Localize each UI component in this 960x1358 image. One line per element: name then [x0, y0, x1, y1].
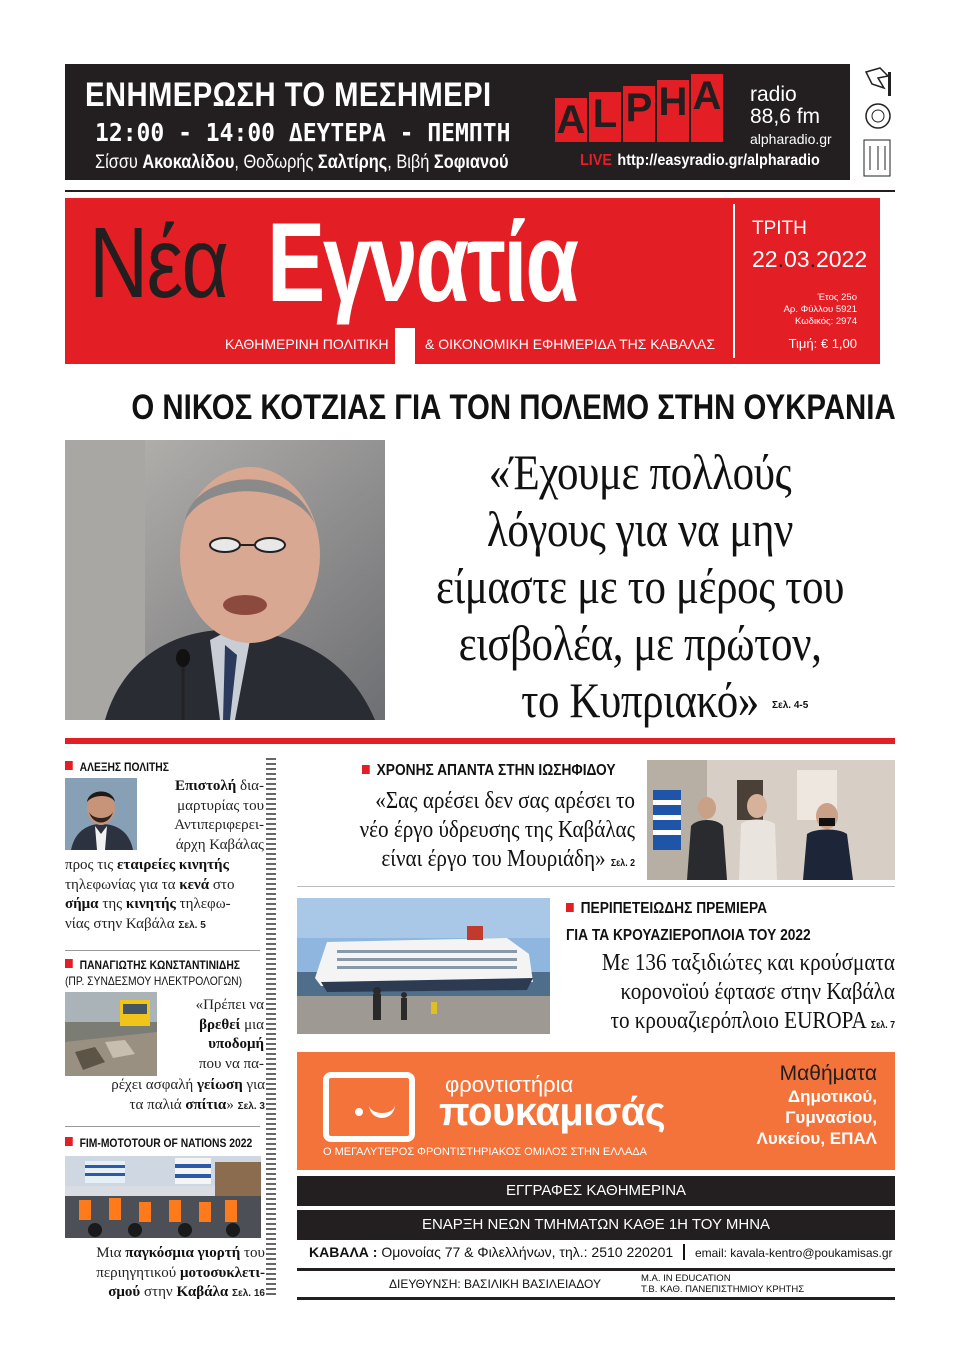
radio-website: alpharadio.gr [750, 131, 832, 147]
ad-info-rows [297, 1176, 895, 1240]
radio-frequency: 88,6 fm [750, 105, 821, 128]
masthead-divider [733, 204, 735, 358]
politis-text-bottom: προς τις εταιρείες κινητής τηλεφωνίας για τα κενά στο σήμα της κινητής τηλεφω- νίας στην Καβάλα Σελ. 5 [65, 857, 235, 932]
masthead [65, 198, 880, 364]
ad-courses: Μαθήματα Δημοτικού, Γυμνασίου, Λυκείου, ΕΠΑΛ [727, 1062, 877, 1149]
poukamisas-ad [297, 1052, 895, 1170]
ad-brand-tagline: Ο ΜΕΓΑΛΥΤΕΡΟΣ ΦΡΟΝΤΙΣΤΗΡΙΑΚΟΣ ΟΜΙΛΟΣ ΣΤΗΝ ΕΛΛΑΔΑ [323, 1146, 647, 1158]
left-item-konstantinidis: ΠΑΝΑΓΙΩΤΗΣ ΚΩΝΣΤΑΝΤΙΝΙΔΗΣ (ΠΡ. ΣΥΝΔΕΣΜΟΥ ΗΛΕΚΤΡΟΛΟΓΩΝ) [65, 958, 243, 988]
masthead-tagline-left: ΚΑΘΗΜΕΡΙΝΗ ΠΟΛΙΤΙΚΗ [225, 336, 389, 352]
lead-photo [65, 440, 385, 720]
masthead-title-bold: Εγνατία [267, 200, 577, 325]
ad-row-new-classes: ΕΝΑΡΞΗ ΝΕΩΝ ΤΜΗΜΑΤΩΝ ΚΑΘΕ 1Η ΤΟΥ ΜΗΝΑ [297, 1210, 895, 1240]
mototour-page-ref: Σελ. 16 [232, 1288, 265, 1299]
radio-banner-ad [65, 64, 850, 180]
radio-frequency-block [750, 84, 832, 150]
issue-code: Κωδικός: 2974 [795, 316, 857, 327]
column-separator [266, 758, 276, 1298]
left-item-politis [65, 760, 265, 774]
masthead-tagline-right: & ΟΙΚΟΝΟΜΙΚΗ ΕΦΗΜΕΡΙΔΑ ΤΗΣ ΚΑΒΑΛΑΣ [425, 336, 715, 352]
ad-degrees: M.A. IN EDUCATION Τ.Β. ΚΑΘ. ΠΑΝΕΠΙΣΤΗΜΙΟΥ ΚΡΗΤΗΣ [641, 1273, 805, 1295]
radio-banner-hosts: Σίσσυ Ακοκαλίδου, Θοδωρής Σαλτίρης, Βιβή Σοφιανού [95, 152, 509, 173]
elta-bird-icon [866, 68, 891, 96]
politis-photo [65, 778, 137, 850]
alpha-radio-logo: A L P H A [556, 74, 722, 142]
politis-page-ref: Σελ. 5 [178, 919, 206, 931]
radio-label: radio [750, 83, 797, 106]
live-label: LIVE [580, 152, 613, 169]
ad-brand-main: πουκαμισάς [439, 1090, 666, 1134]
ad-tv-smile-icon [323, 1072, 415, 1142]
cruise-story-headline: Με 136 ταξιδιώτες και κρούσματα κορονοϊού έφτασε στην Καβάλα το κρουαζιερόπλοιο EUROPA Σελ. 7 [601, 950, 895, 1034]
masthead-title-light: Νέα [89, 207, 228, 319]
ad-address-row [297, 1240, 895, 1264]
left-item-kicker: ΑΛΕΞΗΣ ΠΟΛΙΤΗΣ [65, 760, 237, 774]
ad-courses-title: Μαθήματα [779, 1062, 877, 1085]
water-story-kicker: ΧΡΟΝΗΣ ΑΠΑΝΤΑ ΣΤΗΝ ΙΩΣΗΦΙΔΟΥ [362, 762, 616, 780]
electrical-photo [65, 992, 157, 1076]
postal-seal-icon [866, 104, 890, 128]
konstantinidis-text-top: «Πρέπει να βρεθεί μια υποδομή που να πα- [195, 997, 264, 1072]
issue-year: Έτος 25ο [817, 292, 857, 303]
postal-logos [858, 66, 898, 180]
radio-live-stream [580, 152, 820, 170]
lead-red-rule [65, 738, 895, 744]
water-page-ref: Σελ. 2 [610, 858, 635, 869]
ad-director: ΔΙΕΥΘΥΝΣΗ: ΒΑΣΙΛΙΚΗ ΒΑΣΙΛΕΙΑΔΟΥ [389, 1277, 601, 1291]
ad-director-row [297, 1268, 895, 1300]
ad-city: ΚΑΒΑΛΑ : [309, 1244, 378, 1260]
left-divider-1 [65, 950, 260, 951]
radio-banner-schedule: 12:00 - 14:00 ΔΕΥΤΕΡΑ - ΠΕΜΠΤΗ [95, 118, 511, 147]
mototour-photo [65, 1156, 261, 1238]
issue-sheet-number: Αρ. Φύλλου 5921 [783, 304, 857, 315]
cruise-story-photo [297, 898, 550, 1034]
issue-date: 22.03.2022 [752, 246, 868, 272]
konstantinidis-page-ref: Σελ. 3 [237, 1100, 265, 1112]
water-story-headline: «Σας αρέσει δεν σας αρέσει το νέο έργο ύδρευσης της Καβάλας είναι έργο του Μουριάδη» Σελ. 2 [359, 788, 635, 872]
konstantinidis-text-bottom: ρέχει ασφαλή γείωση για τα παλιά σπίτια» Σελ. 3 [111, 1077, 265, 1113]
cruise-story-kicker: ΠΕΡΙΠΕΤΕΙΩΔΗΣ ΠΡΕΜΙΕΡΑ [566, 900, 767, 918]
left-item-mototour: FIM-MOTOTOUR OF NATIONS 2022 [65, 1136, 265, 1150]
stories-divider [297, 886, 895, 887]
cruise-page-ref: Σελ. 7 [870, 1020, 895, 1031]
left-divider-2 [65, 1126, 260, 1127]
ad-email: email: kavala-kentro@poukamisas.gr [694, 1246, 893, 1260]
postal-stamp-icon [864, 140, 890, 176]
mototour-text: Μια παγκόσμια γιορτή του περιηγητικού μοτοσυκλετι- σμού στην Καβάλα Σελ. 16 [96, 1245, 265, 1300]
masthead-separator [395, 328, 415, 364]
ad-address: Ομονοίας 77 & Φιλελλήνων, τηλ.: 2510 220201 [377, 1244, 674, 1260]
lead-kicker: Ο ΝΙΚΟΣ ΚΟΤΖΙΑΣ ΓΙΑ ΤΟΝ ΠΟΛΕΜΟ ΣΤΗΝ ΟΥΚΡΑΝΙΑ [131, 388, 896, 427]
lead-page-ref: Σελ. 4-5 [772, 700, 809, 711]
politis-text-top: Επιστολή δια- μαρτυρίας του Αντιπεριφερει- άρχη Καβάλας [174, 778, 264, 853]
ad-brand-top: φροντιστήρια [445, 1072, 574, 1097]
issue-meta [765, 292, 857, 328]
ad-row-registrations: ΕΓΓΡΑΦΕΣ ΚΑΘΗΜΕΡΙΝΑ [297, 1176, 895, 1206]
cruise-story-subkicker: ΓΙΑ ΤΑ ΚΡΟΥΑΖΙΕΡΟΠΛΟΙΑ ΤΟΥ 2022 [566, 927, 811, 944]
water-story-photo [647, 760, 895, 880]
stream-url: http://easyradio.gr/alpharadio [617, 152, 820, 169]
header-divider [65, 190, 895, 192]
lead-headline: «Έχουμε πολλούς λόγους για να μην είμαστε με το μέρος του εισβολέα, με πρώτον, το Κυπριακό» [436, 444, 844, 728]
radio-banner-headline: ΕΝΗΜΕΡΩΣΗ ΤΟ ΜΕΣΗΜΕΡΙ [85, 76, 492, 114]
issue-price: Τιμή: € 1,00 [788, 336, 857, 351]
issue-day: ΤΡΙΤΗ [752, 218, 807, 239]
